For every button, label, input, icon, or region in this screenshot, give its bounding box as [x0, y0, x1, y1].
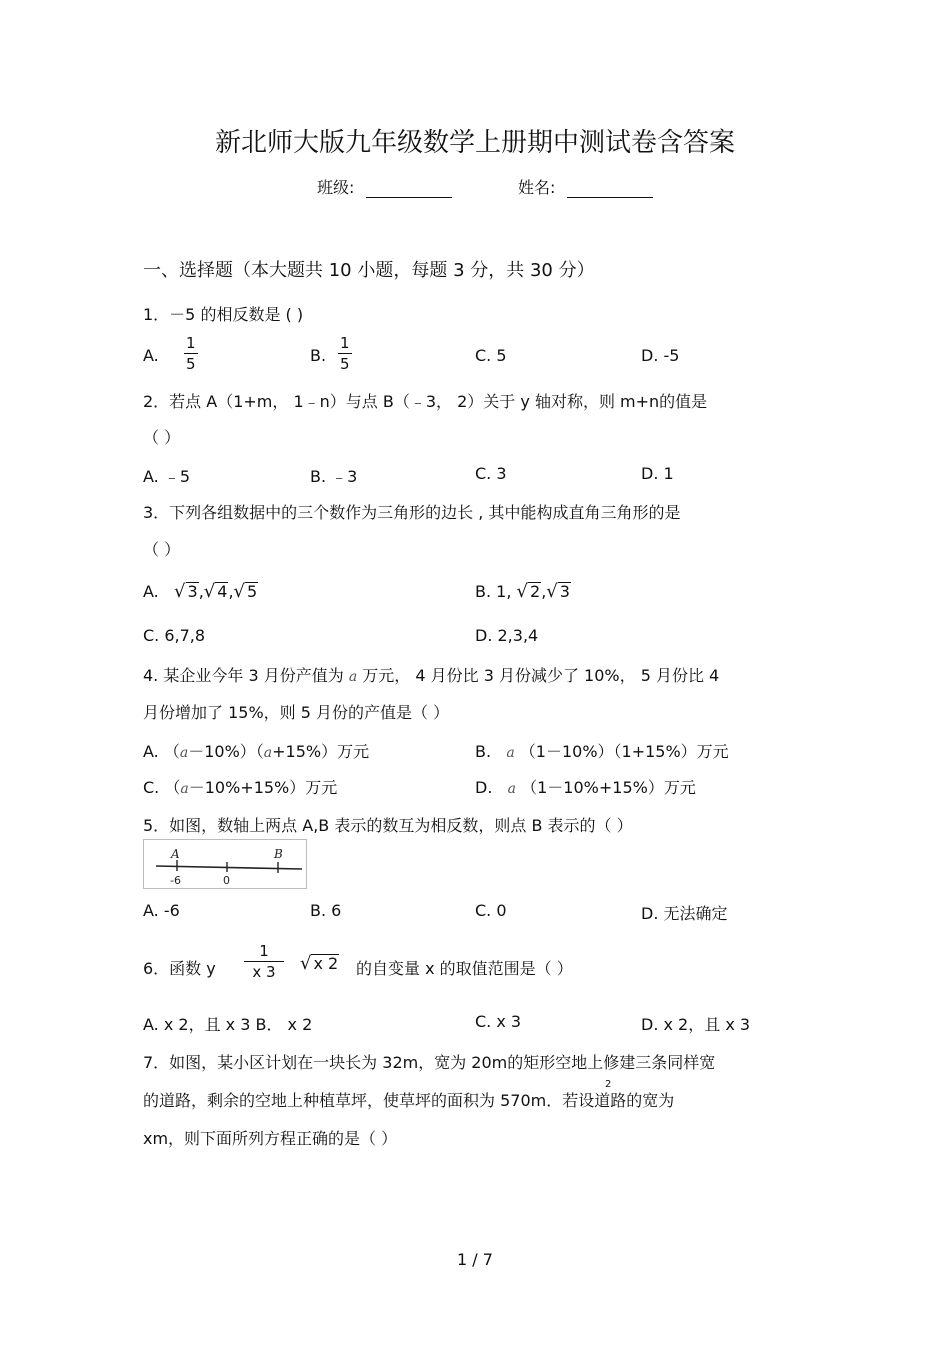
sqrt-icon: √ 3: [174, 581, 198, 602]
variable-a: a: [506, 745, 515, 761]
variable-a: a: [348, 669, 358, 685]
q2-option-d: D. 1: [641, 464, 674, 483]
sqrt-icon: √ 5: [233, 581, 258, 602]
number-line-icon: [144, 840, 306, 888]
q3-b-label: B. 1,: [475, 582, 512, 601]
q7-line-3: xm，则下面所列方程正确的是（ ）: [143, 1129, 398, 1148]
q4-option-c: [143, 775, 337, 798]
q1-stem: 1．－5 的相反数是 ( ): [143, 305, 304, 324]
q1-b-denominator: 5: [340, 355, 350, 373]
q2-option-c: C. 3: [475, 464, 507, 483]
q1-option-a-label: A.: [143, 346, 159, 365]
tick-label-neg6: -6: [170, 874, 181, 887]
q6-option-c: C. x 3: [475, 1012, 522, 1031]
q6-fraction: [244, 944, 284, 980]
q5-option-a: A. -6: [143, 901, 180, 920]
q1-a-denominator: 5: [186, 355, 196, 373]
q3-option-c: C. 6,7,8: [143, 626, 206, 645]
q6-radicand: x 2: [313, 954, 339, 973]
q6-prefix: 6．函数 y: [143, 959, 216, 978]
point-a-label: A: [171, 847, 180, 861]
q6-suffix: 的自变量 x 的取值范围是（ ）: [356, 959, 573, 978]
q1-option-b-fraction: [338, 336, 352, 372]
q3-a-radicand-1: 3: [187, 582, 198, 601]
q4-a-pre: A. （: [143, 742, 180, 761]
point-b-label: B: [274, 847, 283, 861]
q7-superscript: 2: [605, 1079, 612, 1090]
variable-a: a: [180, 781, 189, 797]
q1-option-a-fraction: [184, 336, 198, 372]
variable-a: a: [179, 745, 189, 761]
class-blank: [366, 179, 452, 198]
q3-stem: 3．下列各组数据中的三个数作为三角形的边长 , 其中能构成直角三角形的是: [143, 503, 681, 522]
class-label: 班级:: [317, 178, 355, 197]
q2-stem: 2．若点 A（1+m， 1﹣n）与点 B（﹣3， 2）关于 y 轴对称，则 m+n的值是: [143, 392, 708, 411]
name-blank: [567, 179, 653, 198]
name-label: 姓名:: [518, 178, 556, 197]
q7-line-2: [143, 1088, 674, 1111]
q5-option-d: D. 无法确定: [641, 904, 728, 923]
q3-option-d: D. 2,3,4: [475, 626, 539, 645]
q1-b-numerator: 1: [340, 334, 350, 352]
q6-options-ab: A. x 2，且 x 3 B． x 2: [143, 1015, 313, 1034]
q6-denominator: x 3: [252, 963, 276, 981]
q1-option-d: D. -5: [641, 346, 680, 365]
q4-b-pre: B.: [475, 742, 492, 761]
q3-a-label: A.: [143, 582, 159, 601]
q3-paren: （ ）: [143, 540, 181, 559]
q2-option-b: B. ﹣3: [310, 467, 358, 486]
q1-option-c: C. 5: [475, 346, 507, 365]
variable-a: a: [507, 781, 517, 797]
q4-b-post: （1－10%）（1+15%）万元: [519, 742, 729, 761]
q5-option-c: C. 0: [475, 901, 507, 920]
q6-radical: [300, 953, 339, 974]
q4-a-post2: +15%）万元: [272, 742, 370, 761]
section-heading: 一、选择题（本大题共 10 小题，每题 3 分，共 30 分）: [143, 260, 595, 281]
q4-c-pre: C. （: [143, 778, 181, 797]
q4-option-a: [143, 739, 369, 762]
sqrt-icon: √ 2: [516, 581, 541, 602]
q3-b-radicand-2: 3: [559, 582, 570, 601]
q2-option-a: A. ﹣5: [143, 467, 191, 486]
q3-option-a: A. √ 3,√ 4,√ 5: [143, 581, 258, 602]
q7-line-1: 7．如图，某小区计划在一块长为 32m，宽为 20m的矩形空地上修建三条同样宽: [143, 1053, 716, 1072]
sqrt-icon: √ 3: [546, 581, 570, 602]
q5-option-b: B. 6: [310, 901, 342, 920]
q4-a-post: －10%）（: [188, 742, 264, 761]
q6-option-d: D. x 2，且 x 3: [641, 1015, 751, 1034]
q3-a-radicand-2: 4: [217, 582, 228, 601]
q4-d-pre: D.: [475, 778, 493, 797]
name-field: [518, 175, 653, 198]
q7-line-2-text: 的道路，剩余的空地上种植草坪，使草坪的面积为 570m．若设道路的宽为: [143, 1091, 675, 1110]
q4-option-b: [475, 739, 729, 762]
page-title: 新北师大版九年级数学上册期中测试卷含答案: [214, 128, 735, 158]
page-number: 1 / 7: [457, 1250, 493, 1269]
q1-option-b-label: B.: [310, 346, 327, 365]
tick-label-zero: 0: [223, 874, 230, 887]
q4-option-d: [475, 775, 696, 798]
q4-line-1: [143, 663, 719, 686]
q3-b-radicand-1: 2: [530, 582, 541, 601]
q3-a-radicand-3: 5: [247, 582, 258, 601]
q3-option-b: B. 1, √ 2,√ 3: [475, 581, 570, 602]
sqrt-icon: √ x 2: [300, 953, 339, 974]
variable-a: a: [263, 745, 273, 761]
q4-line-1b: 万元， 4 月份比 3 月份减少了 10%， 5 月份比 4: [362, 666, 720, 685]
q2-paren: （ ）: [143, 428, 181, 447]
q4-d-post: （1－10%+15%）万元: [521, 778, 696, 797]
q6-numerator: 1: [244, 944, 284, 962]
q4-c-post: －10%+15%）万元: [188, 778, 338, 797]
class-field: [317, 175, 452, 198]
q4-line-1a: 4. 某企业今年 3 月份产值为: [143, 666, 344, 685]
q5-stem: 5．如图，数轴上两点 A,B 表示的数互为相反数，则点 B 表示的（ ）: [143, 816, 633, 835]
sqrt-icon: √ 4: [203, 581, 228, 602]
number-line-figure: [143, 839, 307, 889]
q1-a-numerator: 1: [186, 334, 196, 352]
q4-line-2: 月份增加了 15%，则 5 月份的产值是（ ）: [143, 703, 450, 722]
